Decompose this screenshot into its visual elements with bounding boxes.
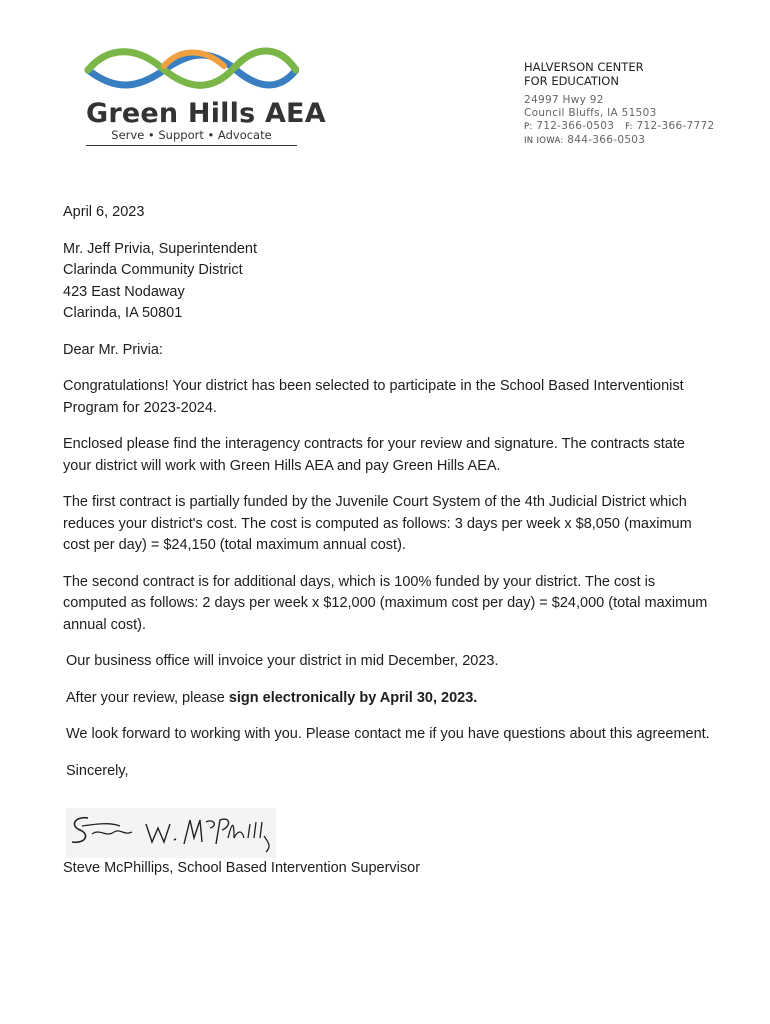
phone-label: P:: [524, 122, 533, 132]
paragraph-first-contract: The first contract is partially funded by the Juvenile Court System of the 4th Judicial District which reduces your district's cost. The cost is computed as follows: 3 days per week x $8,050 (maximum cost per day) = $24,150 (total maximum annual cost).: [63, 494, 692, 553]
logo: [82, 40, 326, 150]
recipient-line: Clarinda Community District: [63, 262, 243, 278]
paragraph-second-contract: The second contract is for additional days, which is 100% funded by your district. The cost is computed as follows: 2 days per week x $12,000 (maximum cost per day) = $24,000 (total maximum annual cost).: [63, 573, 708, 633]
salutation: Dear Mr. Privia:: [63, 341, 163, 358]
signature-image: [66, 808, 276, 858]
phone-number: 712-366-0503: [536, 120, 615, 132]
review-prefix: After your review, please: [66, 689, 229, 706]
recipient-line: 423 East Nodaway: [63, 283, 185, 300]
paragraph-enclosed: Enclosed please find the interagency contracts for your review and signature. The contracts state your district will work with Green Hills AEA and pay Green Hills AEA.: [63, 436, 685, 474]
in-iowa-line: [524, 134, 714, 148]
recipient-line: Mr. Jeff Privia, Superintendent: [63, 240, 257, 257]
city-address: Council Bluffs, IA 51503: [524, 107, 657, 119]
recipient-line: Clarinda, IA 50801: [63, 305, 183, 321]
logo-name: Green Hills AEA: [86, 98, 326, 129]
org-name-line2: FOR EDUCATION: [524, 74, 619, 88]
in-iowa-label: IN IOWA:: [524, 136, 564, 146]
letter-date: April 6, 2023: [63, 204, 145, 220]
fax-number: 712-366-7772: [636, 120, 715, 132]
logo-tagline: Serve • Support • Advocate: [86, 128, 297, 146]
review-deadline: sign electronically by April 30, 2023.: [228, 689, 478, 706]
phone-fax-line: [524, 120, 714, 134]
paragraph-congratulations: Congratulations! Your district has been selected to participate in the School Based Interventionist Program for 2023-2024.: [63, 378, 684, 416]
signer-name: Steve McPhillips, School Based Intervention Supervisor: [63, 860, 421, 876]
in-iowa-number: 844-366-0503: [567, 134, 646, 146]
letter-body: [63, 202, 713, 782]
fax-label: F:: [625, 122, 633, 132]
paragraph-review: [63, 688, 713, 710]
closing: Sincerely,: [66, 762, 129, 779]
paragraph-invoice: Our business office will invoice your district in mid December, 2023.: [66, 653, 499, 669]
logo-waves-icon: [84, 44, 299, 94]
paragraph-closing: We look forward to working with you. Please contact me if you have questions about this agreement.: [66, 726, 710, 742]
street-address: 24997 Hwy 92: [524, 94, 604, 106]
letterhead-address: [524, 60, 714, 148]
org-name-line1: HALVERSON CENTER: [524, 60, 644, 74]
